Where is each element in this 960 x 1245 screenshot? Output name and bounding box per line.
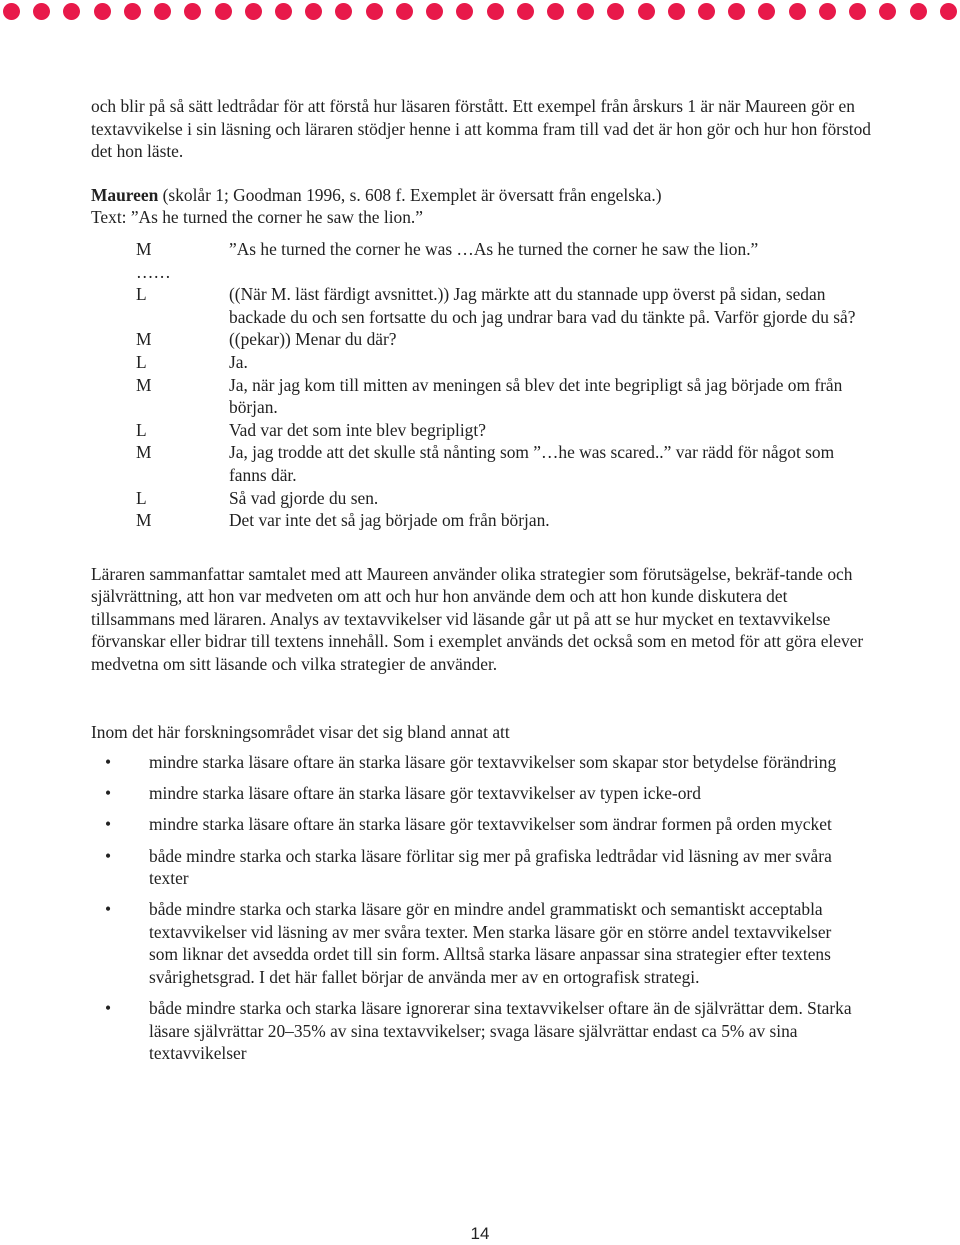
decorative-dot <box>940 3 957 20</box>
transcript-utterance: ((När M. läst färdigt avsnittet.)) Jag märkte att du stannade upp överst på sidan, sedan backade du och sen fortsatte du och jag undrar bara vad du tänkte på. Varför gjorde du så? <box>229 284 856 327</box>
transcript-row <box>136 261 871 284</box>
example-heading <box>91 184 871 207</box>
transcript-row <box>136 351 871 374</box>
finding-text: både mindre starka och starka läsare ignorerar sina textavvikelser oftare än de självrättar dem. Starka läsare självrättar 20–35% av sina textavvikelser; svaga läsare självrättar endast ca 5% av sina textavvikelser <box>149 998 852 1064</box>
findings-list <box>91 751 871 1065</box>
decorative-dot <box>577 3 594 20</box>
transcript-row <box>136 374 871 419</box>
decorative-dot <box>305 3 322 20</box>
decorative-dot <box>879 3 896 20</box>
transcript-speaker: M <box>136 238 152 259</box>
decorative-dot <box>789 3 806 20</box>
finding-item <box>91 898 859 988</box>
decorative-dot <box>728 3 745 20</box>
decorative-dot <box>124 3 141 20</box>
transcript-speaker: M <box>136 510 152 531</box>
bullet-icon: • <box>105 783 112 804</box>
decorative-dot <box>698 3 715 20</box>
decorative-dot <box>184 3 201 20</box>
decorative-dot <box>547 3 564 20</box>
transcript-row <box>136 283 871 328</box>
decorative-dot <box>63 3 80 20</box>
decorative-dot <box>456 3 473 20</box>
transcript-utterance: Ja. <box>229 351 248 372</box>
transcript-utterance: ”As he turned the corner he was …As he turned the corner he saw the lion.” <box>229 238 759 259</box>
decorative-dot <box>245 3 262 20</box>
decorative-dot <box>3 3 20 20</box>
decorative-dot <box>335 3 352 20</box>
transcript-utterance: Ja, när jag kom till mitten av meningen så blev det inte begripligt så jag började om från början. <box>229 374 843 418</box>
example-name: Maureen <box>91 184 159 205</box>
transcript-speaker: L <box>136 487 147 508</box>
decorative-dot <box>910 3 927 20</box>
transcript-utterance: Ja, jag trodde att det skulle stå nånting som ”…he was scared..” var rädd för något som fanns där. <box>229 442 835 485</box>
bullet-icon: • <box>105 752 112 773</box>
research-intro: Inom det här forskningsområdet visar det sig bland annat att <box>91 721 510 742</box>
finding-text: mindre starka läsare oftare än starka läsare gör textavvikelser av typen icke-ord <box>149 783 701 804</box>
finding-item <box>91 845 859 890</box>
transcript-speaker: M <box>136 374 152 395</box>
transcript-speaker: M <box>136 442 152 463</box>
example-citation: (skolår 1; Goodman 1996, s. 608 f. Exemplet är översatt från engelska.) <box>158 184 662 205</box>
transcript <box>136 238 871 532</box>
transcript-speaker: M <box>136 329 152 350</box>
decorative-dot <box>154 3 171 20</box>
decorative-dot <box>426 3 443 20</box>
decorative-dot <box>668 3 685 20</box>
decorative-dot <box>215 3 232 20</box>
summary-paragraph: Läraren sammanfattar samtalet med att Maureen använder olika strategier som förutsägelse, bekräf-tande och självrättning, att hon var medveten om att och hur hon använde dem och att hon kunde diskutera det tillsammans med läraren. Analys av textavvikelser vid läsande går ut på att se hur mycket en textavvikelse förvanskar eller bidrar till textens innehåll. Som i exemplet används det också som en metod för att göra elever medvetna om sitt läsande och vilka strategier de använder. <box>91 563 864 675</box>
transcript-row <box>136 441 871 486</box>
decorative-dot-border <box>0 0 960 26</box>
decorative-dot <box>758 3 775 20</box>
transcript-row <box>136 328 871 351</box>
finding-text: både mindre starka och starka läsare gör en mindre andel grammatiskt och semantiskt acceptabla textavvikelser vid läsning av mer svåra texter. Men starka läsare gör en större andel textavvikelser som liknar det avsedda ordet till sin form. Alltså starka läsare anpassar sina strategier efter textens svårighetsgrad. I det här fallet börjar de använda mer av en ortografisk strategi. <box>149 899 832 987</box>
example-text-line: Text: ”As he turned the corner he saw the lion.” <box>91 207 423 228</box>
finding-item <box>91 782 859 805</box>
transcript-utterance: Vad var det som inte blev begripligt? <box>229 419 486 440</box>
page-content <box>91 95 871 1073</box>
bullet-icon: • <box>105 845 112 866</box>
transcript-utterance <box>229 261 871 284</box>
decorative-dot <box>94 3 111 20</box>
transcript-speaker: L <box>136 284 147 305</box>
intro-paragraph: och blir på så sätt ledtrådar för att förstå hur läsaren förstått. Ett exempel från årskurs 1 är när Maureen gör en textavvikelse i sin läsning och läraren stödjer henne i att komma fram till vad det är hon gör och hur hon förstod det hon läste. <box>91 96 871 162</box>
decorative-dot <box>849 3 866 20</box>
bullet-icon: • <box>105 814 112 835</box>
finding-text: både mindre starka och starka läsare förlitar sig mer på grafiska ledtrådar vid läsning av mer svåra texter <box>149 845 832 889</box>
decorative-dot <box>366 3 383 20</box>
transcript-row <box>136 509 871 532</box>
decorative-dot <box>517 3 534 20</box>
finding-item <box>91 997 859 1065</box>
transcript-row <box>136 238 871 261</box>
page-number: 14 <box>470 1224 490 1243</box>
transcript-speaker: …… <box>136 261 171 282</box>
decorative-dot <box>819 3 836 20</box>
finding-text: mindre starka läsare oftare än starka läsare gör textavvikelser som ändrar formen på orden mycket <box>149 814 832 835</box>
transcript-row <box>136 419 871 442</box>
bullet-icon: • <box>105 998 112 1019</box>
transcript-row <box>136 487 871 510</box>
transcript-speaker: L <box>136 419 147 440</box>
finding-item <box>91 751 859 774</box>
transcript-utterance: ((pekar)) Menar du där? <box>229 329 397 350</box>
transcript-utterance: Så vad gjorde du sen. <box>229 487 379 508</box>
transcript-speaker: L <box>136 351 147 372</box>
decorative-dot <box>275 3 292 20</box>
transcript-utterance: Det var inte det så jag började om från början. <box>229 510 550 531</box>
decorative-dot <box>607 3 624 20</box>
decorative-dot <box>396 3 413 20</box>
decorative-dot <box>638 3 655 20</box>
decorative-dot <box>33 3 50 20</box>
decorative-dot <box>487 3 504 20</box>
bullet-icon: • <box>105 899 112 920</box>
finding-item <box>91 813 859 836</box>
finding-text: mindre starka läsare oftare än starka läsare gör textavvikelser som skapar stor betydelse förändring <box>149 752 837 773</box>
